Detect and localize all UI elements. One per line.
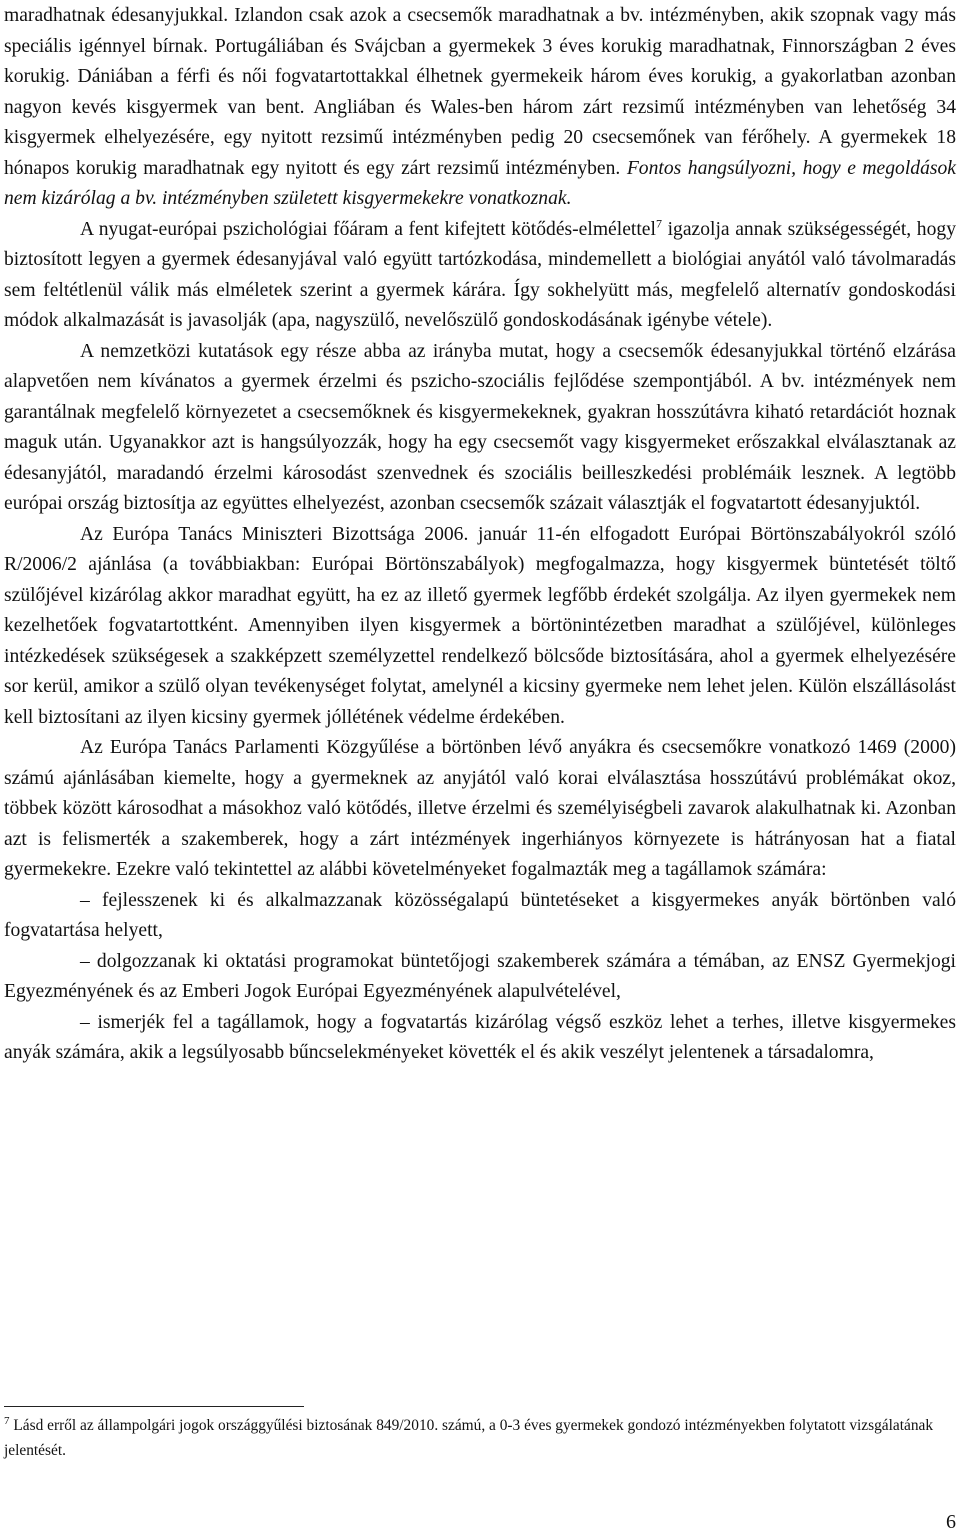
paragraph-5: Az Európa Tanács Parlamenti Közgyűlése a börtönben lévő anyákra és csecsemőkre vonatkozó 1469 (2000) számú ajánlásában kiemelte, hogy a gyermeknek az anyjától való korai elválasztása hosszútávú problémákat okoz, többek között károsodhat a másokhoz való kötődés, illetve érzelmi és személyiségbeli zavarok alakulhatnak ki. Azonban azt is felismerték a szakemberek, hogy a zárt intézmények ingerhiányos környezete is hátrányosan hat a fiatal gyermekekre. Ezekre való tekintettel az alábbi követelményeket fogalmazták meg a tagállamok számára: bbox=[4, 737, 956, 880]
list-item-1: – fejlesszenek ki és alkalmazzanak közösségalapú büntetéseket a kisgyermekes anyák börtönben való fogvatartása helyett, bbox=[4, 889, 956, 941]
paragraph-2-text-b: igazolja annak szükségességét, hogy biztosított legyen a gyermek édesanyjával való együtt tartózkodása, mindemellett a biológiai anyától való távolmaradás sem feltétlenül válik más elméletek szerint a gyermek kárára. Így sokhelyütt más, megfelelő alternatív gondoskodási módok alkalmazását is javasolják (apa, nagyszülő, nevelőszülő gondoskodásának igénybe vétele). bbox=[4, 218, 956, 331]
paragraph-1 bbox=[4, 1, 956, 215]
paragraph-3: A nemzetközi kutatások egy része abba az irányba mutat, hogy a csecsemők édesanyjukkal történő elzárása alapvetően nem kívánatos a gyermek érzelmi és pszicho-szociális fejlődése szempontjából. A bv. intézmények nem garantálnak megfelelő környezetet a csecsemőknek és kisgyermekeknek, gyakran hosszútávra kiható retardációt hoznak maguk után. Ugyanakkor azt is hangsúlyozzák, hogy ha egy csecsemőt vagy kisgyermeket erőszakkal elválasztanak az édesanyjától, maradandó érzelmi károsodást szenvednek és szociális beilleszkedési problémáik lesznek. A legtöbb európai ország biztosítja az együttes elhelyezést, azonban csecsemők százait választják el fogvatartott édesanyjuktól. bbox=[4, 340, 956, 514]
paragraph-2-text-a: A nyugat-európai pszichológiai főáram a fent kifejtett kötődés-elmélettel bbox=[80, 218, 656, 240]
list-item-3: – ismerjék fel a tagállamok, hogy a fogvatartás kizárólag végső eszköz lehet a terhes, illetve kisgyermekes anyák számára, akik a legsúlyosabb bűncselekményeket követték el és akik veszélyt jelentenek a társadalomra, bbox=[4, 1011, 956, 1063]
list-item-2: – dolgozzanak ki oktatási programokat büntetőjogi szakemberek számára a témában, az ENSZ Gyermekjogi Egyezményének és az Emberi Jogok Európai Egyezményének alapulvételével, bbox=[4, 950, 956, 1002]
paragraph-4: Az Európa Tanács Miniszteri Bizottsága 2006. január 11-én elfogadott Európai Börtönszabályokról szóló R/2006/2 ajánlása (a továbbiakban: Európai Börtönszabályok) megfogalmazza, hogy kisgyermek büntetését töltő szülőjével kizárólag akkor maradhat együtt, ha ez az illető gyermek legfőbb érdekét szolgálja. Az ilyen gyermekek nem kezelhetőek fogvatartottként. Amennyiben ilyen kisgyermek a börtönintézetben maradhat a szülőjével, különleges intézkedések szükségesek a szakképzett személyzettel rendelkező bölcsőde biztosítására, ahol a gyermek elhelyezésére sor kerül, amikor a szülő olyan tevékenységet folytat, amelynél a kicsiny gyermeke nem lehet jelen. Külön elszállásolást kell biztosítani az ilyen kicsiny gyermek jóllétének védelme érdekében. bbox=[4, 523, 956, 728]
paragraph-1-italic: Fontos hangsúlyozni, hogy e megoldások nem kizárólag a bv. intézményben született kisgyermekekre vonatkoznak. bbox=[4, 157, 956, 209]
footnote-separator bbox=[4, 1406, 304, 1407]
footnote-text: Lásd erről az állampolgári jogok országgyűlési biztosának 849/2010. számú, a 0-3 éves gyermekek gondozó intézményekben folytatott vizsgálatának jelentését. bbox=[4, 1417, 934, 1459]
footnote bbox=[4, 1413, 956, 1463]
footnote-number: 7 bbox=[4, 1414, 10, 1427]
footnote-reference[interactable]: 7 bbox=[655, 215, 662, 230]
paragraph-2 bbox=[4, 215, 956, 337]
body-text bbox=[4, 0, 956, 1069]
page-number: 6 bbox=[946, 1511, 956, 1533]
paragraph-1-text: maradhatnak édesanyjukkal. Izlandon csak azok a csecsemők maradhatnak a bv. intézményben, akik szopnak vagy más speciális igénnyel bírnak. Portugáliában és Svájcban a gyermekek 3 éves korukig maradhatnak, Finnországban 2 éves korukig. Dániában a férfi és női fogvatartottakkal élhetnek gyermekeik három éves korukig, a gyakorlatban azonban nagyon kevés kisgyermek van bent. Angliában és Wales-ben három zárt rezsimű intézményben van lehetőség 34 kisgyermek elhelyezésére, egy nyitott rezsimű intézményben pedig 20 csecsemőnek van férőhely. A gyermekek 18 hónapos korukig maradhatnak egy nyitott és egy zárt rezsimű intézményben. bbox=[4, 5, 956, 179]
document-page bbox=[4, 0, 956, 1069]
